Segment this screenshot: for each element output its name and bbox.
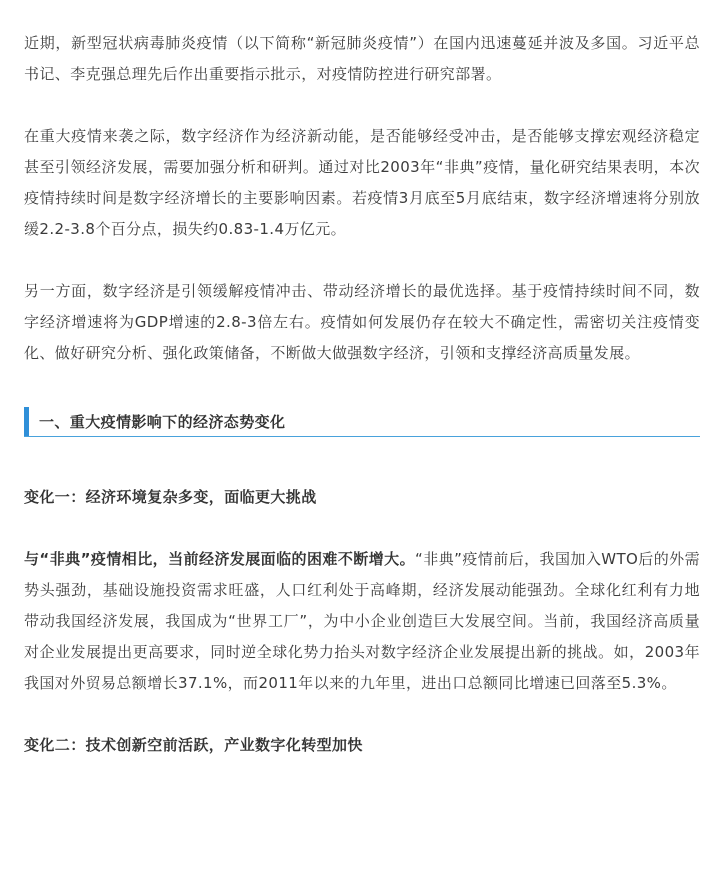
comparison-body: “非典”疫情前后，我国加入WTO后的外需势头强劲，基础设施投资需求旺盛，人口红利处于高峰期，经济发展动能强劲。全球化红利有力地带动我国经济发展，我国成为“世界工厂”，为中小企业创造巨大发展空间。当前，我国经济高质量对企业发展提出更高要求，同时逆全球化势力抬头对数字经济企业发展提出新的挑战。如，2003年我国对外贸易总额增长37.1%，而2011年以来的九年里，进出口总额同比增速已回落至5.3%。 <box>24 550 700 692</box>
spacer <box>24 513 700 544</box>
spacer <box>24 245 700 276</box>
spacer <box>24 699 700 730</box>
comparison-lead: 与“非典”疫情相比，当前经济发展面临的困难不断增大。 <box>24 550 416 568</box>
section-title: 一、重大疫情影响下的经济态势变化 <box>39 413 286 431</box>
subhead-change-two: 变化二：技术创新空前活跃，产业数字化转型加快 <box>24 736 363 754</box>
digital-economy-paragraph: 另一方面，数字经济是引领缓解疫情冲击、带动经济增长的最优选择。基于疫情持续时间不同，数字经济增速将为GDP增速的2.8-3倍左右。疫情如何发展仍存在较大不确定性，需密切关注疫情变化、做好研究分析、强化政策储备，不断做大做强数字经济，引领和支撑经济高质量发展。 <box>24 282 700 362</box>
section-accent-bar <box>24 407 29 436</box>
article-body <box>24 28 700 761</box>
spacer <box>24 437 700 482</box>
intro-paragraph: 近期，新型冠状病毒肺炎疫情（以下简称“新冠肺炎疫情”）在国内迅速蔓延并波及多国。习近平总书记、李克强总理先后作出重要指示批示，对疫情防控进行研究部署。 <box>24 34 700 83</box>
section-heading <box>24 407 700 437</box>
comparison-paragraph <box>24 544 700 699</box>
analysis-paragraph: 在重大疫情来袭之际，数字经济作为经济新动能，是否能够经受冲击，是否能够支撑宏观经济稳定甚至引领经济发展，需要加强分析和研判。通过对比2003年“非典”疫情，量化研究结果表明，本次疫情持续时间是数字经济增长的主要影响因素。若疫情3月底至5月底结束，数字经济增速将分别放缓2.2-3.8个百分点，损失约0.83-1.4万亿元。 <box>24 127 700 238</box>
spacer <box>24 90 700 121</box>
subhead-change-one: 变化一：经济环境复杂多变，面临更大挑战 <box>24 488 317 506</box>
